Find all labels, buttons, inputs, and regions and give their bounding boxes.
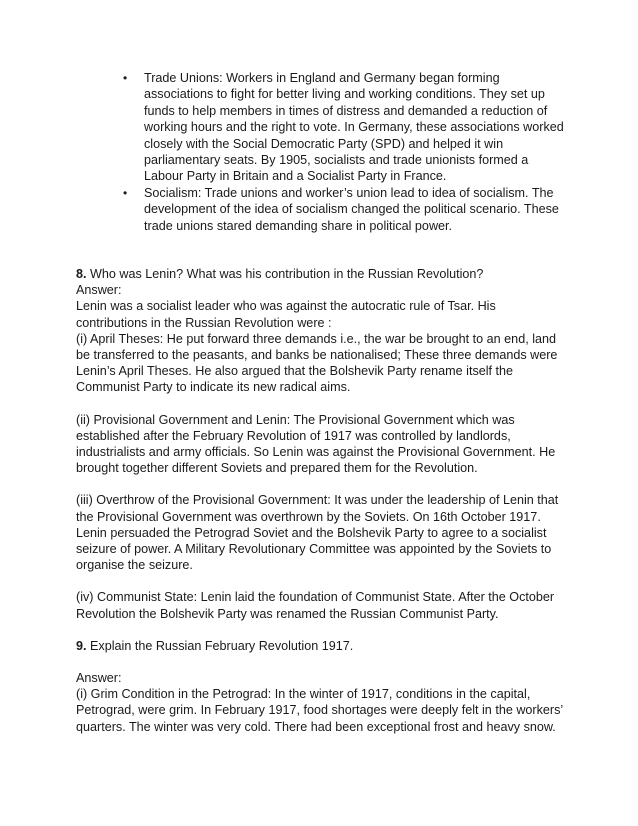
answer-label: Answer:: [76, 283, 122, 298]
answer-point-grim-condition: (i) Grim Condition in the Petrograd: In the winter of 1917, conditions in the capital, Petrograd, were grim. In February 1917, food shortages were deeply felt in the workers’ quarters. The winter was very cold. There had been exceptional frost and heavy snow.: [76, 687, 563, 734]
answer-point-april-theses: (i) April Theses: He put forward three demands i.e., the war be brought to an end, land be transferred to the peasants, and banks be nationalised; These three demands were Lenin’s April Theses. He also argued that the Bolshevik Party rename itself the Communist Party to indicate its new radical aims.: [76, 331, 558, 395]
question-text: Who was Lenin? What was his contribution in the Russian Revolution?: [86, 267, 484, 281]
answer-intro: Lenin was a socialist leader who was against the autocratic rule of Tsar. His contributions in the Russian Revolution were :: [76, 299, 496, 330]
bullet-icon: •: [123, 71, 128, 85]
bullet-text-socialism: Socialism: Trade unions and worker’s union lead to idea of socialism. The development of the idea of socialism changed the political scenario. These trade unions stared demanding share in political power.: [144, 185, 559, 233]
bullet-text-trade-unions: Trade Unions: Workers in England and Germany began forming associations to fight for better living and working conditions. They set up funds to help members in times of distress and demanded a reduction of working hours and the right to vote. In Germany, these associations worked closely with the Social Democratic Party (SPD) and helped it win parliamentary seats. By 1905, socialists and trade unionists formed a Labour Party in Britain and a Socialist Party in France.: [144, 71, 564, 184]
bullet-icon: •: [123, 185, 128, 200]
question-8: [76, 266, 566, 282]
answer-point-overthrow: (iii) Overthrow of the Provisional Government: It was under the leadership of Lenin that the Provisional Government was overthrown by the Soviets. On 16th October 1917. Lenin persuaded the Petrograd Soviet and the Bolshevik Party to agree to a socialist seizure of power. A Military Revolutionary Committee was appointed by the Soviets to organise the seizure.: [76, 493, 559, 573]
answer-point-provisional-government: (ii) Provisional Government and Lenin: The Provisional Government which was established after the February Revolution of 1917 was controlled by landlords, industrialists and army officials. So Lenin was against the Provisional Government. He brought together different Soviets and prepared them for the Revolution.: [76, 412, 556, 476]
document-body: [76, 266, 566, 735]
question-9: [76, 638, 566, 654]
question-number: 9.: [76, 638, 87, 653]
question-number: 8.: [76, 267, 87, 281]
list-item: [121, 70, 566, 185]
answer-point-communist-state: (iv) Communist State: Lenin laid the foundation of Communist State. After the October Revolution the Bolshevik Party was renamed the Russian Communist Party.: [76, 590, 555, 621]
question-text: Explain the Russian February Revolution 1917.: [86, 638, 354, 653]
list-item: [121, 185, 566, 234]
answer-label: Answer:: [76, 671, 122, 686]
bullet-list: [121, 70, 566, 234]
